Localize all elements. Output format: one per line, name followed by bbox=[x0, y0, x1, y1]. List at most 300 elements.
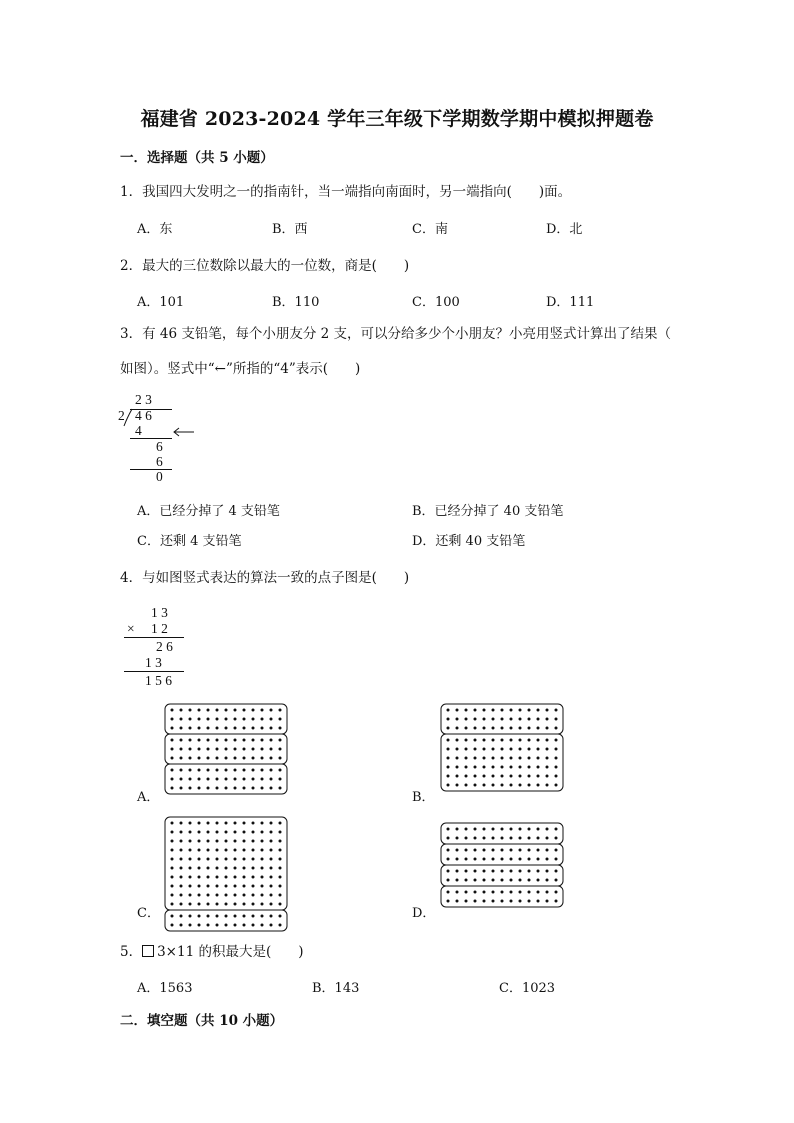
dot bbox=[528, 900, 531, 903]
dot bbox=[501, 891, 504, 894]
dot bbox=[279, 858, 282, 861]
dot bbox=[537, 858, 540, 861]
dot bbox=[243, 924, 246, 927]
dot-figure-a[interactable] bbox=[164, 703, 290, 797]
dot bbox=[447, 879, 450, 882]
dot bbox=[216, 718, 219, 721]
dot bbox=[501, 837, 504, 840]
q1-option-a[interactable]: A．东 bbox=[137, 222, 173, 237]
dot bbox=[465, 766, 468, 769]
dot bbox=[447, 837, 450, 840]
dot bbox=[492, 739, 495, 742]
q3-option-b[interactable]: B．已经分掉了 40 支铅笔 bbox=[412, 504, 564, 519]
dot bbox=[474, 775, 477, 778]
dot bbox=[189, 822, 192, 825]
dot bbox=[198, 778, 201, 781]
dot bbox=[555, 828, 558, 831]
dot bbox=[243, 858, 246, 861]
dot bbox=[198, 718, 201, 721]
dot bbox=[207, 876, 210, 879]
dot bbox=[537, 849, 540, 852]
dot bbox=[198, 894, 201, 897]
dot bbox=[510, 727, 513, 730]
dot bbox=[474, 891, 477, 894]
dot bbox=[456, 870, 459, 873]
dot bbox=[510, 718, 513, 721]
dot bbox=[234, 915, 237, 918]
dot bbox=[483, 748, 486, 751]
dot bbox=[207, 894, 210, 897]
dot bbox=[243, 915, 246, 918]
dot bbox=[252, 748, 255, 751]
dot bbox=[234, 727, 237, 730]
dot bbox=[171, 831, 174, 834]
dot bbox=[252, 867, 255, 870]
dot bbox=[234, 831, 237, 834]
dot bbox=[270, 885, 273, 888]
dot bbox=[252, 915, 255, 918]
dot bbox=[189, 840, 192, 843]
dot bbox=[279, 849, 282, 852]
section-heading-fill-in: 二．填空题（共 10 小题） bbox=[120, 1013, 284, 1029]
dot bbox=[198, 849, 201, 852]
dot bbox=[171, 757, 174, 760]
dot bbox=[546, 891, 549, 894]
dot bbox=[465, 748, 468, 751]
dot bbox=[252, 840, 255, 843]
dot bbox=[198, 748, 201, 751]
dot bbox=[252, 885, 255, 888]
dot bbox=[510, 900, 513, 903]
dot bbox=[216, 849, 219, 852]
dot bbox=[225, 849, 228, 852]
dot bbox=[456, 766, 459, 769]
dot bbox=[189, 867, 192, 870]
dot bbox=[465, 891, 468, 894]
dot bbox=[474, 709, 477, 712]
dot bbox=[234, 867, 237, 870]
dot bbox=[465, 775, 468, 778]
dot bbox=[171, 822, 174, 825]
dot bbox=[483, 709, 486, 712]
dot bbox=[456, 739, 459, 742]
dot bbox=[447, 709, 450, 712]
dot bbox=[456, 784, 459, 787]
dot bbox=[180, 903, 183, 906]
dot bbox=[225, 894, 228, 897]
dot bbox=[261, 924, 264, 927]
dot bbox=[252, 849, 255, 852]
dot bbox=[270, 748, 273, 751]
dot bbox=[456, 879, 459, 882]
dot bbox=[270, 778, 273, 781]
q1-option-b[interactable]: B．西 bbox=[272, 222, 308, 237]
dot bbox=[225, 903, 228, 906]
dot bbox=[189, 757, 192, 760]
dot-figure-b[interactable] bbox=[440, 703, 566, 797]
dot bbox=[216, 840, 219, 843]
dot bbox=[225, 727, 228, 730]
dot bbox=[243, 718, 246, 721]
dot bbox=[510, 709, 513, 712]
dot bbox=[447, 870, 450, 873]
dot bbox=[225, 924, 228, 927]
dot bbox=[180, 709, 183, 712]
dot bbox=[501, 718, 504, 721]
dot bbox=[171, 709, 174, 712]
dot bbox=[261, 718, 264, 721]
dot bbox=[252, 903, 255, 906]
dot bbox=[198, 885, 201, 888]
division-step-2: 6 bbox=[156, 439, 163, 454]
dot bbox=[189, 858, 192, 861]
dot bbox=[492, 870, 495, 873]
dot bbox=[270, 894, 273, 897]
dot bbox=[270, 867, 273, 870]
mult-result: 1 5 6 bbox=[145, 673, 172, 688]
dot bbox=[510, 757, 513, 760]
dot bbox=[492, 748, 495, 751]
dot bbox=[456, 837, 459, 840]
dot bbox=[234, 769, 237, 772]
dot bbox=[261, 915, 264, 918]
dot bbox=[270, 822, 273, 825]
q3-option-d[interactable]: D．还剩 40 支铅笔 bbox=[412, 534, 526, 549]
dot bbox=[198, 915, 201, 918]
q4-option-b[interactable]: B． bbox=[412, 790, 435, 805]
dot-figure-c[interactable] bbox=[164, 816, 290, 912]
dot bbox=[252, 757, 255, 760]
dot bbox=[198, 769, 201, 772]
dot bbox=[189, 876, 192, 879]
mult-rule-1 bbox=[124, 637, 184, 638]
question-5-number: 5． bbox=[120, 944, 143, 960]
dot bbox=[261, 903, 264, 906]
dot bbox=[225, 769, 228, 772]
dot bbox=[261, 876, 264, 879]
dot bbox=[279, 718, 282, 721]
dot bbox=[279, 748, 282, 751]
dot bbox=[261, 787, 264, 790]
dot bbox=[483, 727, 486, 730]
dot bbox=[483, 858, 486, 861]
dot bbox=[555, 718, 558, 721]
dot-group-box bbox=[441, 823, 563, 844]
dot bbox=[198, 831, 201, 834]
dot bbox=[243, 709, 246, 712]
q1-option-c[interactable]: C．南 bbox=[412, 222, 448, 237]
dot bbox=[492, 766, 495, 769]
dot bbox=[537, 748, 540, 751]
dot bbox=[207, 718, 210, 721]
dot bbox=[465, 837, 468, 840]
dot bbox=[189, 769, 192, 772]
q4-option-d[interactable]: D． bbox=[412, 906, 436, 921]
dot bbox=[465, 870, 468, 873]
dot bbox=[279, 840, 282, 843]
dot bbox=[216, 876, 219, 879]
dot bbox=[225, 867, 228, 870]
dot bbox=[492, 858, 495, 861]
dot bbox=[207, 885, 210, 888]
division-step-1: 4 bbox=[135, 423, 142, 438]
dot bbox=[279, 778, 282, 781]
dot bbox=[207, 748, 210, 751]
q2-option-b[interactable]: B．110 bbox=[272, 295, 320, 310]
dot bbox=[171, 903, 174, 906]
dot bbox=[225, 876, 228, 879]
q2-option-c[interactable]: C．100 bbox=[412, 295, 460, 310]
dot bbox=[501, 757, 504, 760]
dot bbox=[225, 718, 228, 721]
dot bbox=[216, 822, 219, 825]
dot bbox=[234, 822, 237, 825]
q1-option-d[interactable]: D．北 bbox=[546, 222, 583, 237]
dot bbox=[537, 891, 540, 894]
dot bbox=[528, 709, 531, 712]
dot bbox=[465, 858, 468, 861]
dot bbox=[519, 766, 522, 769]
dot bbox=[261, 831, 264, 834]
q5-option-b[interactable]: B．143 bbox=[312, 981, 360, 996]
dot bbox=[243, 903, 246, 906]
dot bbox=[252, 709, 255, 712]
dot bbox=[207, 831, 210, 834]
question-4-text: 4．与如图竖式表达的算法一致的点子图是( ) bbox=[120, 570, 410, 586]
dot bbox=[555, 879, 558, 882]
dot bbox=[528, 858, 531, 861]
dot bbox=[252, 894, 255, 897]
dot bbox=[474, 748, 477, 751]
dot bbox=[234, 739, 237, 742]
dot bbox=[537, 709, 540, 712]
dot bbox=[171, 915, 174, 918]
dot bbox=[474, 739, 477, 742]
dot bbox=[456, 891, 459, 894]
dot bbox=[234, 903, 237, 906]
dot-figure-d[interactable] bbox=[440, 822, 566, 912]
dot bbox=[180, 778, 183, 781]
dot bbox=[546, 837, 549, 840]
dot bbox=[483, 828, 486, 831]
dot bbox=[270, 757, 273, 760]
dot bbox=[456, 727, 459, 730]
dot bbox=[456, 828, 459, 831]
page-title: 福建省 2023-2024 学年三年级下学期数学期中模拟押题卷 bbox=[140, 108, 654, 130]
dot bbox=[555, 709, 558, 712]
dot bbox=[537, 718, 540, 721]
dot bbox=[216, 915, 219, 918]
dot bbox=[519, 784, 522, 787]
dot bbox=[537, 879, 540, 882]
dot-group-box bbox=[165, 910, 287, 931]
mult-partial-2: 1 3 bbox=[145, 655, 162, 670]
dot bbox=[546, 849, 549, 852]
dot bbox=[252, 727, 255, 730]
dot bbox=[180, 831, 183, 834]
dot bbox=[261, 748, 264, 751]
dot bbox=[198, 727, 201, 730]
dot bbox=[252, 822, 255, 825]
dot bbox=[252, 778, 255, 781]
dot bbox=[207, 787, 210, 790]
dot bbox=[465, 709, 468, 712]
dot bbox=[207, 858, 210, 861]
dot bbox=[252, 739, 255, 742]
q5-option-a[interactable]: A．1563 bbox=[137, 981, 193, 996]
dot-group-box bbox=[441, 865, 563, 886]
dot bbox=[261, 757, 264, 760]
dot bbox=[243, 822, 246, 825]
dot bbox=[537, 837, 540, 840]
dot bbox=[180, 727, 183, 730]
dot bbox=[546, 775, 549, 778]
dot bbox=[465, 739, 468, 742]
dot bbox=[216, 858, 219, 861]
question-5-text bbox=[120, 940, 304, 960]
dot bbox=[171, 885, 174, 888]
dot bbox=[207, 867, 210, 870]
q5-option-c[interactable]: C．1023 bbox=[499, 981, 556, 996]
dot bbox=[234, 876, 237, 879]
q4-option-a[interactable]: A． bbox=[137, 790, 160, 805]
dot bbox=[234, 709, 237, 712]
dot bbox=[189, 924, 192, 927]
dot bbox=[234, 858, 237, 861]
dot bbox=[528, 870, 531, 873]
dot bbox=[465, 849, 468, 852]
dot bbox=[171, 876, 174, 879]
dot bbox=[279, 769, 282, 772]
dot bbox=[261, 867, 264, 870]
dot bbox=[510, 775, 513, 778]
dot bbox=[501, 709, 504, 712]
dot bbox=[546, 900, 549, 903]
dot bbox=[171, 858, 174, 861]
dot bbox=[537, 870, 540, 873]
dot bbox=[171, 727, 174, 730]
dot bbox=[546, 858, 549, 861]
dot bbox=[261, 739, 264, 742]
dot bbox=[528, 748, 531, 751]
dot bbox=[189, 748, 192, 751]
dot bbox=[456, 709, 459, 712]
dot bbox=[474, 870, 477, 873]
dot bbox=[198, 757, 201, 760]
dot bbox=[528, 849, 531, 852]
dot bbox=[519, 757, 522, 760]
dot bbox=[243, 876, 246, 879]
dot bbox=[207, 778, 210, 781]
dot bbox=[546, 784, 549, 787]
dot bbox=[207, 840, 210, 843]
dot bbox=[465, 757, 468, 760]
dot bbox=[270, 709, 273, 712]
dot bbox=[483, 757, 486, 760]
dot bbox=[225, 840, 228, 843]
question-3-text-line1: 3．有 46 支铅笔，每个小朋友分 2 支，可以分给多少个小朋友？小亮用竖式计算出了结果（ bbox=[120, 326, 672, 342]
dot bbox=[207, 903, 210, 906]
dot bbox=[501, 727, 504, 730]
q3-option-a[interactable]: A．已经分掉了 4 支铅笔 bbox=[137, 504, 280, 519]
dot bbox=[492, 849, 495, 852]
dot bbox=[171, 778, 174, 781]
dot bbox=[261, 840, 264, 843]
dot bbox=[501, 766, 504, 769]
dot bbox=[216, 894, 219, 897]
dot bbox=[198, 739, 201, 742]
dot bbox=[447, 718, 450, 721]
dot bbox=[225, 858, 228, 861]
dot bbox=[279, 915, 282, 918]
dot bbox=[225, 748, 228, 751]
dot bbox=[180, 894, 183, 897]
dot bbox=[198, 822, 201, 825]
dot bbox=[207, 822, 210, 825]
dot bbox=[261, 894, 264, 897]
division-remainder: 0 bbox=[156, 469, 163, 484]
q2-option-a[interactable]: A．101 bbox=[137, 295, 185, 310]
dot bbox=[546, 879, 549, 882]
dot bbox=[171, 894, 174, 897]
dot bbox=[474, 718, 477, 721]
dot bbox=[189, 915, 192, 918]
dot bbox=[483, 891, 486, 894]
dot bbox=[171, 769, 174, 772]
dot bbox=[225, 831, 228, 834]
dot bbox=[270, 858, 273, 861]
dot bbox=[207, 739, 210, 742]
dot bbox=[537, 900, 540, 903]
dot bbox=[234, 924, 237, 927]
dot bbox=[465, 784, 468, 787]
dot bbox=[483, 766, 486, 769]
dot bbox=[537, 739, 540, 742]
dot bbox=[261, 858, 264, 861]
dot bbox=[261, 822, 264, 825]
dot bbox=[189, 787, 192, 790]
dot bbox=[456, 858, 459, 861]
dot bbox=[501, 900, 504, 903]
q4-option-c[interactable]: C． bbox=[137, 906, 160, 921]
dot bbox=[207, 915, 210, 918]
dot bbox=[180, 822, 183, 825]
dot bbox=[171, 748, 174, 751]
dot bbox=[528, 837, 531, 840]
q3-option-c[interactable]: C．还剩 4 支铅笔 bbox=[137, 534, 242, 549]
dot bbox=[180, 787, 183, 790]
dot bbox=[492, 718, 495, 721]
dot bbox=[483, 837, 486, 840]
dot bbox=[180, 867, 183, 870]
dot bbox=[555, 766, 558, 769]
dot bbox=[447, 748, 450, 751]
dot bbox=[243, 748, 246, 751]
dot bbox=[243, 739, 246, 742]
dot-group-box bbox=[441, 734, 563, 791]
dot bbox=[198, 787, 201, 790]
dot bbox=[270, 849, 273, 852]
dot bbox=[555, 870, 558, 873]
q2-option-d[interactable]: D．111 bbox=[546, 295, 595, 310]
dot bbox=[243, 769, 246, 772]
dot bbox=[189, 894, 192, 897]
dot bbox=[180, 840, 183, 843]
dot bbox=[216, 727, 219, 730]
dot bbox=[555, 784, 558, 787]
dot bbox=[279, 822, 282, 825]
dot bbox=[474, 757, 477, 760]
